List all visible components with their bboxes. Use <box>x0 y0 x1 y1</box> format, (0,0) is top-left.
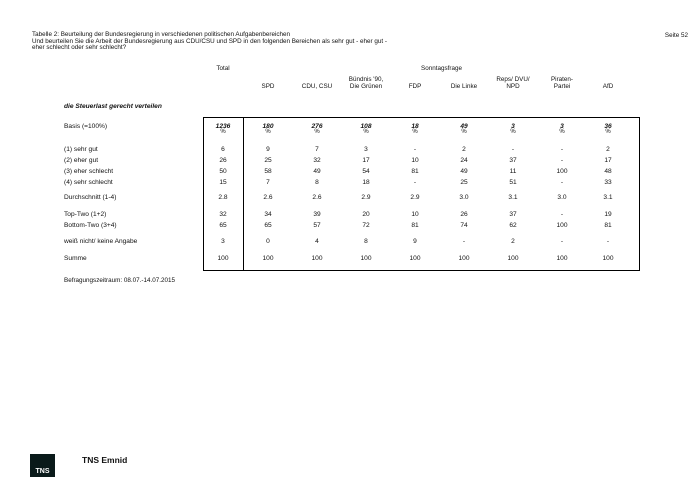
section-title: die Steuerlast gerecht verteilen <box>64 103 162 110</box>
table-cell: 100 <box>556 222 568 229</box>
party-header <box>542 77 582 90</box>
row-label: Summe <box>64 255 87 262</box>
party-header <box>588 77 628 90</box>
table-cell: 100 <box>602 255 614 262</box>
table-cell: 8 <box>315 179 319 186</box>
page-number: Seite 52 <box>664 32 688 39</box>
party-header-line2: SPD <box>261 82 275 90</box>
table-cell: 4 <box>315 238 319 245</box>
table-cell: 25 <box>264 157 272 164</box>
total-separator <box>243 117 244 271</box>
table-cell: 1236 <box>215 123 231 130</box>
table-cell: 10 <box>411 211 419 218</box>
table-cell: 0 <box>266 238 270 245</box>
table-cell: 2 <box>511 238 515 245</box>
table-cell: 81 <box>411 168 419 175</box>
table-cell: 34 <box>264 211 272 218</box>
table-cell: 26 <box>219 157 227 164</box>
row-label: (2) eher gut <box>64 157 99 164</box>
table-cell: 32 <box>313 157 321 164</box>
table-cell: 72 <box>362 222 370 229</box>
table-cell: - <box>413 179 417 186</box>
brand-name: TNS Emnid <box>82 455 128 465</box>
table-cell: 11 <box>509 168 517 175</box>
percent-unit: % <box>220 129 226 135</box>
caption-line-1: Tabelle 2: Beurteilung der Bundesregierung in verschiedenen politischen Aufgabenbereichen <box>32 31 291 38</box>
percent-unit: % <box>559 129 565 135</box>
table-cell: 100 <box>507 255 519 262</box>
table-cell: 20 <box>362 211 370 218</box>
table-cell: 54 <box>362 168 370 175</box>
table-cell: - <box>560 157 564 164</box>
table-cell: 3.1 <box>508 194 518 201</box>
party-header <box>444 77 484 90</box>
party-header-line2: CDU, CSU <box>301 82 333 90</box>
percent-unit: % <box>461 129 467 135</box>
party-header-line2: Die Linke <box>450 82 478 90</box>
table-cell: - <box>560 179 564 186</box>
party-header-line2: Die Grünen <box>349 82 383 90</box>
table-cell: 74 <box>460 222 468 229</box>
row-label: Durchschnitt (1-4) <box>64 194 117 201</box>
table-cell: 65 <box>264 222 272 229</box>
party-header-line2: AfD <box>602 82 614 90</box>
table-cell: 108 <box>360 123 372 130</box>
party-header <box>395 77 435 90</box>
percent-unit: % <box>605 129 611 135</box>
table-cell: 2.6 <box>312 194 322 201</box>
table-cell: 3 <box>560 123 564 130</box>
table-cell: - <box>462 238 466 245</box>
table-cell: 65 <box>219 222 227 229</box>
table-cell: 276 <box>311 123 323 130</box>
table-cell: 3.1 <box>603 194 613 201</box>
table-cell: - <box>511 146 515 153</box>
column-group-sonntagsfrage: Sonntagsfrage <box>421 65 462 72</box>
table-cell: - <box>413 146 417 153</box>
table-cell: 58 <box>264 168 272 175</box>
party-header <box>493 77 533 90</box>
percent-unit: % <box>265 129 271 135</box>
party-header <box>297 77 337 90</box>
table-cell: 81 <box>411 222 419 229</box>
table-cell: - <box>560 211 564 218</box>
table-cell: 100 <box>409 255 421 262</box>
table-cell: 36 <box>604 123 612 130</box>
survey-period: Befragungszeitraum: 08.07.-14.07.2015 <box>64 277 175 284</box>
table-cell: 39 <box>313 211 321 218</box>
table-cell: 9 <box>266 146 270 153</box>
table-cell: 57 <box>313 222 321 229</box>
table-cell: 2 <box>462 146 466 153</box>
percent-unit: % <box>510 129 516 135</box>
table-cell: 7 <box>266 179 270 186</box>
table-cell: 3 <box>364 146 368 153</box>
table-cell: 8 <box>364 238 368 245</box>
caption-line-2: Und beurteilen Sie die Arbeit der Bundesregierung aus CDU/CSU und SPD in den folgenden Bereichen als sehr gut - eher gut - <box>32 37 387 45</box>
table-cell: 100 <box>458 255 470 262</box>
table-cell: 15 <box>219 179 227 186</box>
party-header <box>346 77 386 90</box>
row-label: (1) sehr gut <box>64 146 98 153</box>
table-cell: 100 <box>262 255 274 262</box>
table-cell: 18 <box>411 123 419 130</box>
table-cell: 81 <box>604 222 612 229</box>
column-total: Total <box>216 65 230 72</box>
caption-line-3: eher schlecht oder sehr schlecht? <box>32 44 127 52</box>
table-cell: 9 <box>413 238 417 245</box>
table-cell: 49 <box>460 168 468 175</box>
table-cell: 62 <box>509 222 517 229</box>
table-cell: 37 <box>509 157 517 164</box>
tns-logo <box>30 454 55 477</box>
table-cell: 26 <box>460 211 468 218</box>
table-cell: 2.9 <box>361 194 371 201</box>
table-cell: 3 <box>511 123 515 130</box>
percent-unit: % <box>314 129 320 135</box>
table-cell: 100 <box>360 255 372 262</box>
table-cell: 180 <box>262 123 274 130</box>
table-cell: - <box>560 238 564 245</box>
table-cell: 24 <box>460 157 468 164</box>
table-cell: 3 <box>221 238 225 245</box>
table-cell: 51 <box>509 179 517 186</box>
row-label: Top-Two (1+2) <box>64 211 107 218</box>
table-cell: 2.6 <box>263 194 273 201</box>
table-cell: 100 <box>556 255 568 262</box>
table-cell: 2 <box>606 146 610 153</box>
percent-unit: % <box>412 129 418 135</box>
table-cell: 49 <box>313 168 321 175</box>
table-caption <box>32 32 462 52</box>
table-cell: 7 <box>315 146 319 153</box>
table-cell: 3.0 <box>557 194 567 201</box>
table-cell: - <box>560 146 564 153</box>
row-label: Basis (=100%) <box>64 123 108 130</box>
row-label: (3) eher schlecht <box>64 168 114 175</box>
logo-text: TNS <box>35 468 50 475</box>
table-cell: 19 <box>604 211 612 218</box>
party-header-line1: Piraten- <box>550 76 574 83</box>
table-cell: 17 <box>362 157 370 164</box>
row-label: Bottom-Two (3+4) <box>64 222 117 229</box>
table-cell: 49 <box>460 123 468 130</box>
table-cell: 2.8 <box>218 194 228 201</box>
table-cell: 100 <box>217 255 229 262</box>
table-cell: 100 <box>311 255 323 262</box>
party-header-line2: Partei <box>553 82 571 90</box>
table-cell: 10 <box>411 157 419 164</box>
table-cell: 33 <box>604 179 612 186</box>
table-cell: 25 <box>460 179 468 186</box>
table-cell: 32 <box>219 211 227 218</box>
party-header-line1: Reps/ DVU/ <box>496 76 530 83</box>
party-header-line2: NPD <box>506 82 520 90</box>
table-cell: 6 <box>221 146 225 153</box>
table-cell: 3.0 <box>459 194 469 201</box>
table-cell: - <box>606 238 610 245</box>
table-cell: 2.9 <box>410 194 420 201</box>
party-header <box>248 77 288 90</box>
party-header-line1: Bündnis '90, <box>348 76 384 83</box>
table-cell: 18 <box>362 179 370 186</box>
row-label: weiß nicht/ keine Angabe <box>64 238 138 245</box>
row-label: (4) sehr schlecht <box>64 179 113 186</box>
table-cell: 17 <box>604 157 612 164</box>
percent-unit: % <box>363 129 369 135</box>
party-header-line2: FDP <box>408 82 422 90</box>
table-cell: 48 <box>604 168 612 175</box>
table-cell: 100 <box>556 168 568 175</box>
table-cell: 37 <box>509 211 517 218</box>
table-cell: 50 <box>219 168 227 175</box>
